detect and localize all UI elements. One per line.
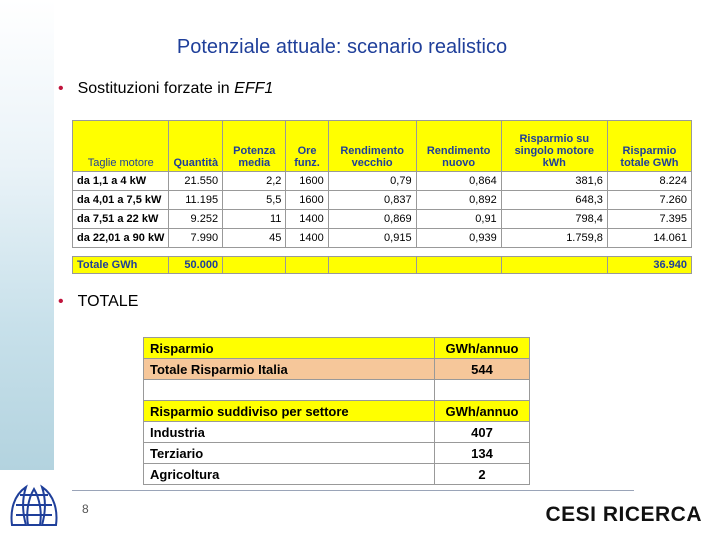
header-cell: Rendimento vecchio — [328, 121, 416, 172]
table-row — [73, 229, 692, 248]
table-cell: 1400 — [286, 229, 328, 248]
table-row — [144, 443, 530, 464]
table-cell: 381,6 — [501, 172, 607, 191]
eagle-logo-icon — [4, 475, 64, 535]
table-cell: 648,3 — [501, 191, 607, 210]
section-header: Risparmio — [144, 338, 435, 359]
total-savings: 36.940 — [607, 257, 691, 274]
decorative-sidebar — [0, 0, 54, 470]
table-cell: 11 — [223, 210, 286, 229]
table-cell: 0,915 — [328, 229, 416, 248]
sector-label: Industria — [144, 422, 435, 443]
bullet-icon: • — [58, 293, 64, 310]
motor-savings-table — [72, 120, 692, 274]
size-cell: da 7,51 a 22 kW — [73, 210, 169, 229]
sector-value: 2 — [435, 464, 530, 485]
total-quantity: 50.000 — [169, 257, 223, 274]
total-italy-value: 544 — [435, 359, 530, 380]
table-cell: 0,892 — [416, 191, 501, 210]
table-row — [144, 401, 530, 422]
bullet-emphasis: EFF1 — [234, 80, 274, 97]
section-header: Risparmio suddiviso per settore — [144, 401, 435, 422]
table-row — [144, 422, 530, 443]
table-cell: 1.759,8 — [501, 229, 607, 248]
table-cell: 0,869 — [328, 210, 416, 229]
table-row — [73, 191, 692, 210]
table-row — [73, 210, 692, 229]
bullet-icon: • — [58, 80, 64, 97]
header-cell: Risparmio totale GWh — [607, 121, 691, 172]
unit-header: GWh/annuo — [435, 401, 530, 422]
sector-label: Agricoltura — [144, 464, 435, 485]
brand-logo: CESI RICERCA — [545, 503, 702, 526]
table-cell: 11.195 — [169, 191, 223, 210]
bullet-text: TOTALE — [77, 293, 139, 310]
header-cell: Quantità — [169, 121, 223, 172]
sector-value: 407 — [435, 422, 530, 443]
table-cell: 1400 — [286, 210, 328, 229]
footer-divider — [72, 490, 634, 491]
table-cell: 14.061 — [607, 229, 691, 248]
table-cell: 7.990 — [169, 229, 223, 248]
header-cell: Taglie motore — [73, 121, 169, 172]
sector-label: Terziario — [144, 443, 435, 464]
bullet-total — [58, 293, 138, 311]
bullet-text: Sostituzioni forzate in — [77, 80, 235, 97]
table-spacer-row — [73, 248, 692, 257]
size-cell: da 22,01 a 90 kW — [73, 229, 169, 248]
table-cell: 5,5 — [223, 191, 286, 210]
table-cell: 0,79 — [328, 172, 416, 191]
unit-header: GWh/annuo — [435, 338, 530, 359]
table-cell: 1600 — [286, 172, 328, 191]
table-cell: 7.260 — [607, 191, 691, 210]
table-cell: 0,837 — [328, 191, 416, 210]
sector-value: 134 — [435, 443, 530, 464]
table-cell: 0,939 — [416, 229, 501, 248]
table-row — [144, 338, 530, 359]
header-cell: Risparmio su singolo motore kWh — [501, 121, 607, 172]
header-cell: Ore funz. — [286, 121, 328, 172]
table-cell: 21.550 — [169, 172, 223, 191]
table-row — [144, 359, 530, 380]
table-cell: 9.252 — [169, 210, 223, 229]
size-cell: da 4,01 a 7,5 kW — [73, 191, 169, 210]
table-spacer-row — [144, 380, 530, 401]
table-cell: 45 — [223, 229, 286, 248]
header-cell: Potenza media — [223, 121, 286, 172]
bullet-forced-replacements — [58, 80, 273, 98]
table-row — [144, 464, 530, 485]
table-row — [73, 172, 692, 191]
page-number: 8 — [82, 502, 89, 516]
table-cell: 8.224 — [607, 172, 691, 191]
table-cell: 2,2 — [223, 172, 286, 191]
total-italy-label: Totale Risparmio Italia — [144, 359, 435, 380]
total-savings-table — [143, 337, 530, 485]
table-cell: 1600 — [286, 191, 328, 210]
header-cell: Rendimento nuovo — [416, 121, 501, 172]
table-cell: 0,91 — [416, 210, 501, 229]
table-cell: 7.395 — [607, 210, 691, 229]
total-label: Totale GWh — [73, 257, 169, 274]
table-total-row — [73, 257, 692, 274]
table-header-row — [73, 121, 692, 172]
table-cell: 798,4 — [501, 210, 607, 229]
table-cell: 0,864 — [416, 172, 501, 191]
size-cell: da 1,1 a 4 kW — [73, 172, 169, 191]
page-title: Potenziale attuale: scenario realistico — [176, 36, 508, 58]
